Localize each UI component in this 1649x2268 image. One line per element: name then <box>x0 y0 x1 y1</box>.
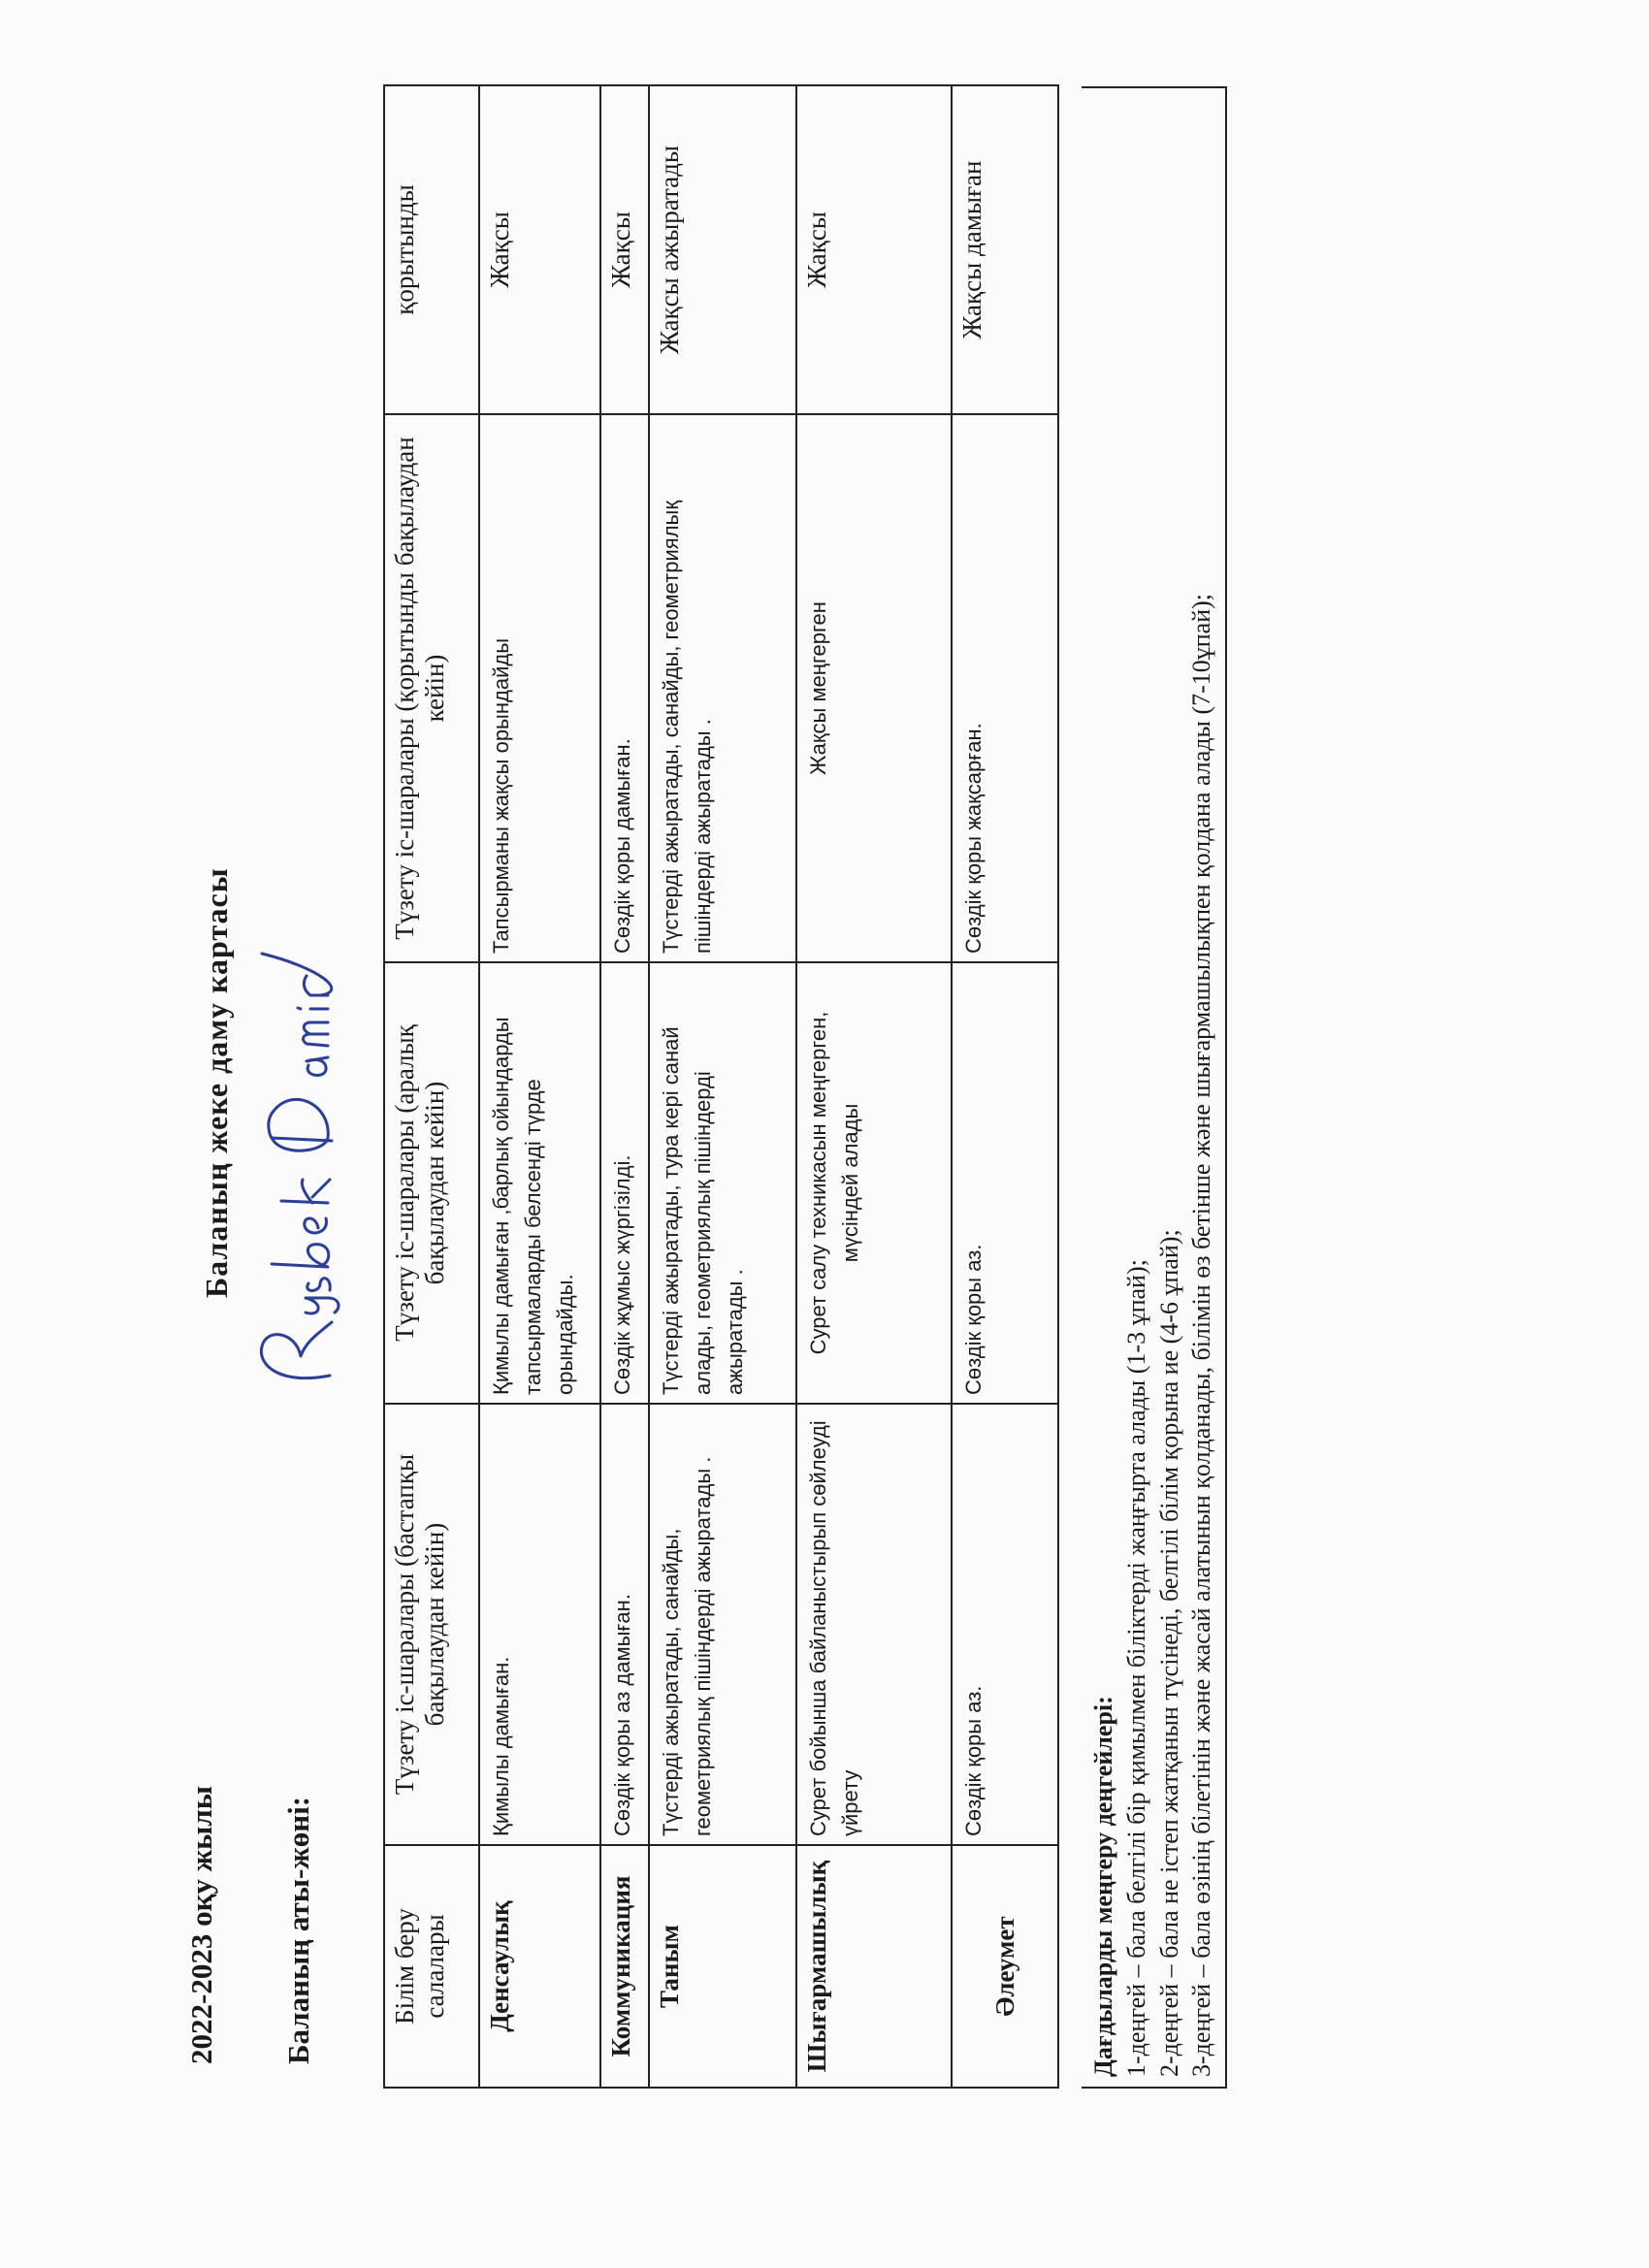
area-cell: Таным <box>649 1845 796 2088</box>
intermediate-cell: Қимылы дамыған ,барлық ойындарды тапсырмаларды белсенді түрде орындайды. <box>479 962 600 1404</box>
final-cell: Сөздік қоры жақсарған. <box>952 414 1058 962</box>
result-cell: Жақсы <box>796 85 952 414</box>
final-cell: Сөздік қоры дамыған. <box>600 414 649 962</box>
intermediate-cell: Түстерді ажыратады, тура кері санай алады, геометриялық пішіндерді ажыратады . <box>649 962 796 1404</box>
legend-line: 3-деңгей – бала өзінің білетінін және жасай алатынын қолданады, білімін өз бетінше және шығармашылықпен қолдана алады (7-10ұпай); <box>1187 593 1216 2077</box>
table-row <box>952 85 1058 2088</box>
result-cell: Жақсы <box>600 85 649 414</box>
result-cell: Жақсы дамыған <box>952 85 1058 414</box>
initial-cell: Сөздік қоры аз. <box>952 1404 1058 1845</box>
final-cell: Түстерді ажыратады, санайды, геометриялық пішіндерді ажыратады . <box>649 414 796 962</box>
area-cell: Шығармашылық <box>796 1845 952 2088</box>
legend-line: 2-деңгей – бала не істеп жатқанын түсінеді, белгілі білім қорына ие (4-6 ұпай); <box>1154 1229 1183 2077</box>
handwritten-child-name <box>242 939 349 1395</box>
skill-levels-legend <box>1082 86 1227 2089</box>
table-row <box>600 85 649 2088</box>
initial-cell: Қимылы дамыған. <box>479 1404 600 1845</box>
area-cell: Коммуникация <box>600 1845 649 2088</box>
legend-title: Дағдыларды меңгеру деңгейлері: <box>1089 1696 1117 2077</box>
intermediate-cell: Сөздік жұмыс жүргізілді. <box>600 962 649 1404</box>
page-title: Баланың жеке даму картасы <box>199 867 234 1298</box>
child-name-label: Баланың аты-жөні: <box>281 1796 315 2064</box>
academic-year: 2022-2023 оқу жылы <box>184 1786 218 2064</box>
column-header: Түзету іс-шаралары (аралық бақылаудан кейін) <box>384 962 479 1404</box>
column-header: Түзету іс-шаралары (қорытынды бақылаудан кейін) <box>384 414 479 962</box>
result-cell: Жақсы ажыратады <box>649 85 796 414</box>
table-row <box>479 85 600 2088</box>
column-header: қорытынды <box>384 85 479 414</box>
column-header: Білім беру салалары <box>384 1845 479 2088</box>
initial-cell: Сурет бойынша байланыстырып сөйлеуді үйрету <box>796 1404 952 1845</box>
area-cell: Денсаулық <box>479 1845 600 2088</box>
intermediate-cell: Сурет салу техникасын меңгерген, мүсіндей алады <box>796 962 952 1404</box>
intermediate-cell: Сөздік қоры аз. <box>952 962 1058 1404</box>
column-header: Түзету іс-шаралары (бастапқы бақылаудан кейін) <box>384 1404 479 1845</box>
development-table <box>383 84 1059 2089</box>
table-row <box>649 85 796 2088</box>
initial-cell: Түстерді ажыратады, санайды, геометриялық пішіндерді ажыратады . <box>649 1404 796 1845</box>
final-cell: Жақсы меңгерген <box>796 414 952 962</box>
table-header-row <box>384 85 479 2088</box>
legend-line: 1-деңгей – бала белгілі бір қимылмен біліктерді жаңғырта алады (1-3 ұпай); <box>1121 1259 1150 2077</box>
area-cell: Әлеумет <box>952 1845 1058 2088</box>
table-row <box>796 85 952 2088</box>
initial-cell: Сөздік қоры аз дамыған. <box>600 1404 649 1845</box>
final-cell: Тапсырманы жақсы орындайды <box>479 414 600 962</box>
result-cell: Жақсы <box>479 85 600 414</box>
